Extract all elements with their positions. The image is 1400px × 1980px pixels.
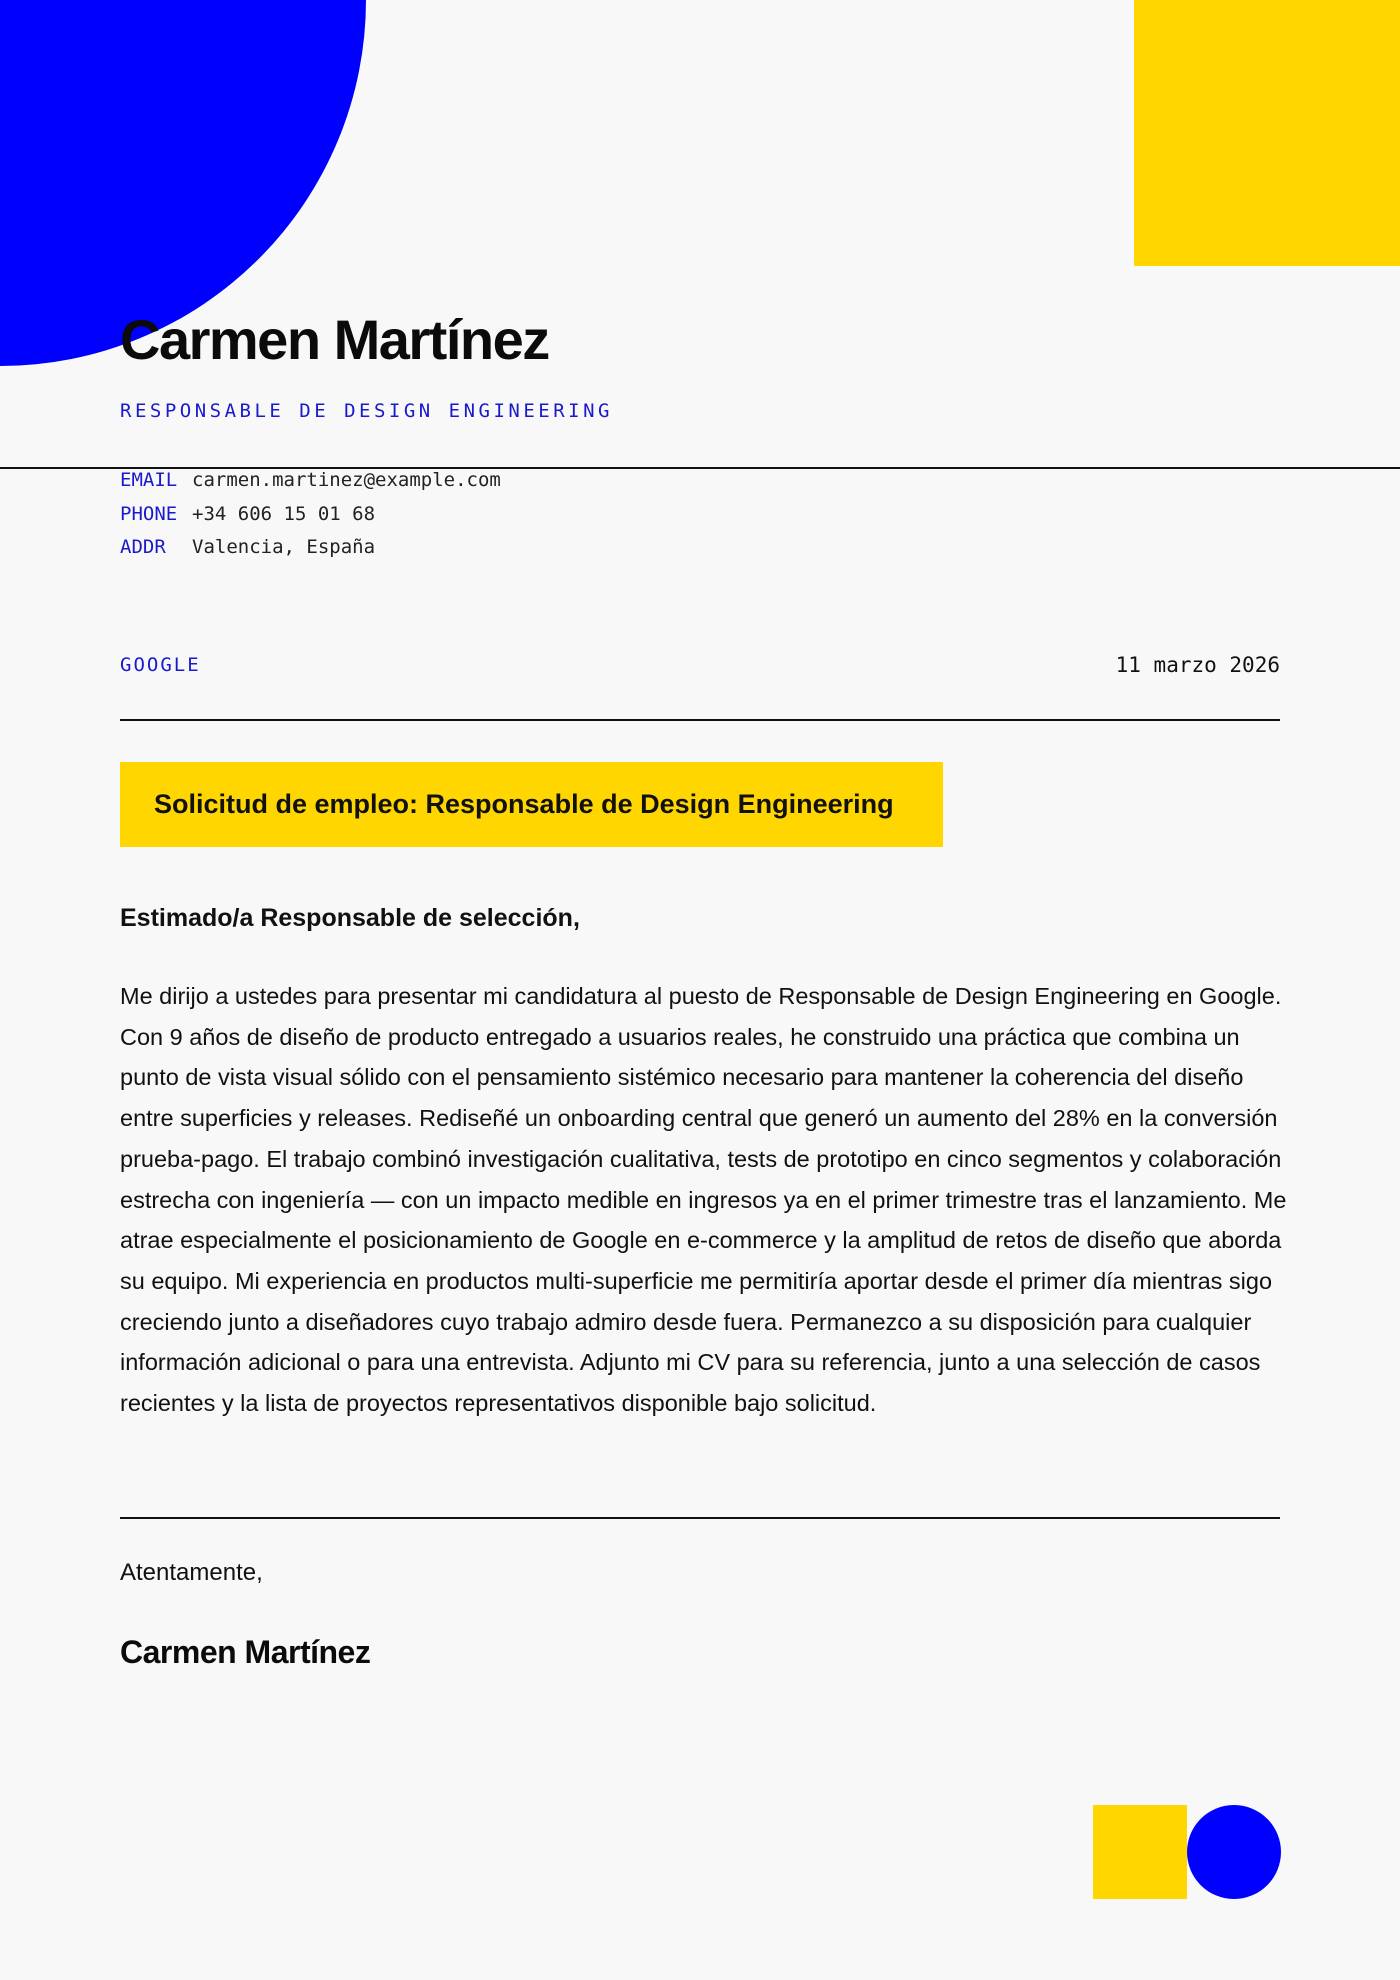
sender-name: Carmen Martínez [120,308,549,371]
subject-text: Solicitud de empleo: Responsable de Design Engineering [154,789,894,819]
decorative-yellow-square-bottom [1093,1805,1187,1899]
contact-email-row [120,464,501,498]
decorative-yellow-square-top [1134,0,1400,266]
contact-block [120,464,501,565]
decorative-blue-circle-bottom [1187,1805,1281,1899]
letter-signature: Carmen Martínez [120,1634,371,1670]
address-value: Valencia, España [192,536,376,558]
subject-banner [120,762,943,847]
phone-value: +34 606 15 01 68 [192,502,376,525]
letter-date: 11 marzo 2026 [1115,653,1280,677]
sender-role: RESPONSABLE DE DESIGN ENGINEERING [120,400,613,422]
email-label: EMAIL [120,469,178,491]
email-value: carmen.martinez@example.com [192,469,501,491]
recipient-company: GOOGLE [120,654,201,676]
letter-greeting: Estimado/a Responsable de selección, [120,904,580,932]
contact-address-row [120,531,501,565]
contact-phone-row [120,498,501,532]
address-label: ADDR [120,536,166,558]
phone-label: PHONE [120,502,178,525]
divider-top [120,719,1280,721]
divider-bottom [120,1517,1280,1519]
letter-body: Me dirijo a ustedes para presentar mi candidatura al puesto de Responsable de Design Engineering en Google. Con 9 años de diseño de producto entregado a usuarios reales, he construido una práctica que combina un punto de vista visual sólido con el pensamiento sistémico necesario para mantener la coherencia del diseño entre superficies y releases. Rediseñé un onboarding central que generó un aumento del 28% en la conversión prueba-pago. El trabajo combinó investigación cualitativa, tests de prototipo en cinco segmentos y colaboración estrecha con ingeniería — con un impacto medible en ingresos ya en el primer trimestre tras el lanzamiento. Me atrae especialmente el posicionamiento de Google en e-commerce y la amplitud de retos de diseño que aborda su equipo. Mi experiencia en productos multi-superficie me permitiría aportar desde el primer día mientras sigo creciendo junto a diseñadores cuyo trabajo admiro desde fuera. Permanezco a su disposición para cualquier información adicional o para una entrevista. Adjunto mi CV para su referencia, junto a una selección de casos recientes y la lista de proyectos representativos disponible bajo solicitud. [120,983,1287,1417]
letter-closing: Atentamente, [120,1559,263,1586]
